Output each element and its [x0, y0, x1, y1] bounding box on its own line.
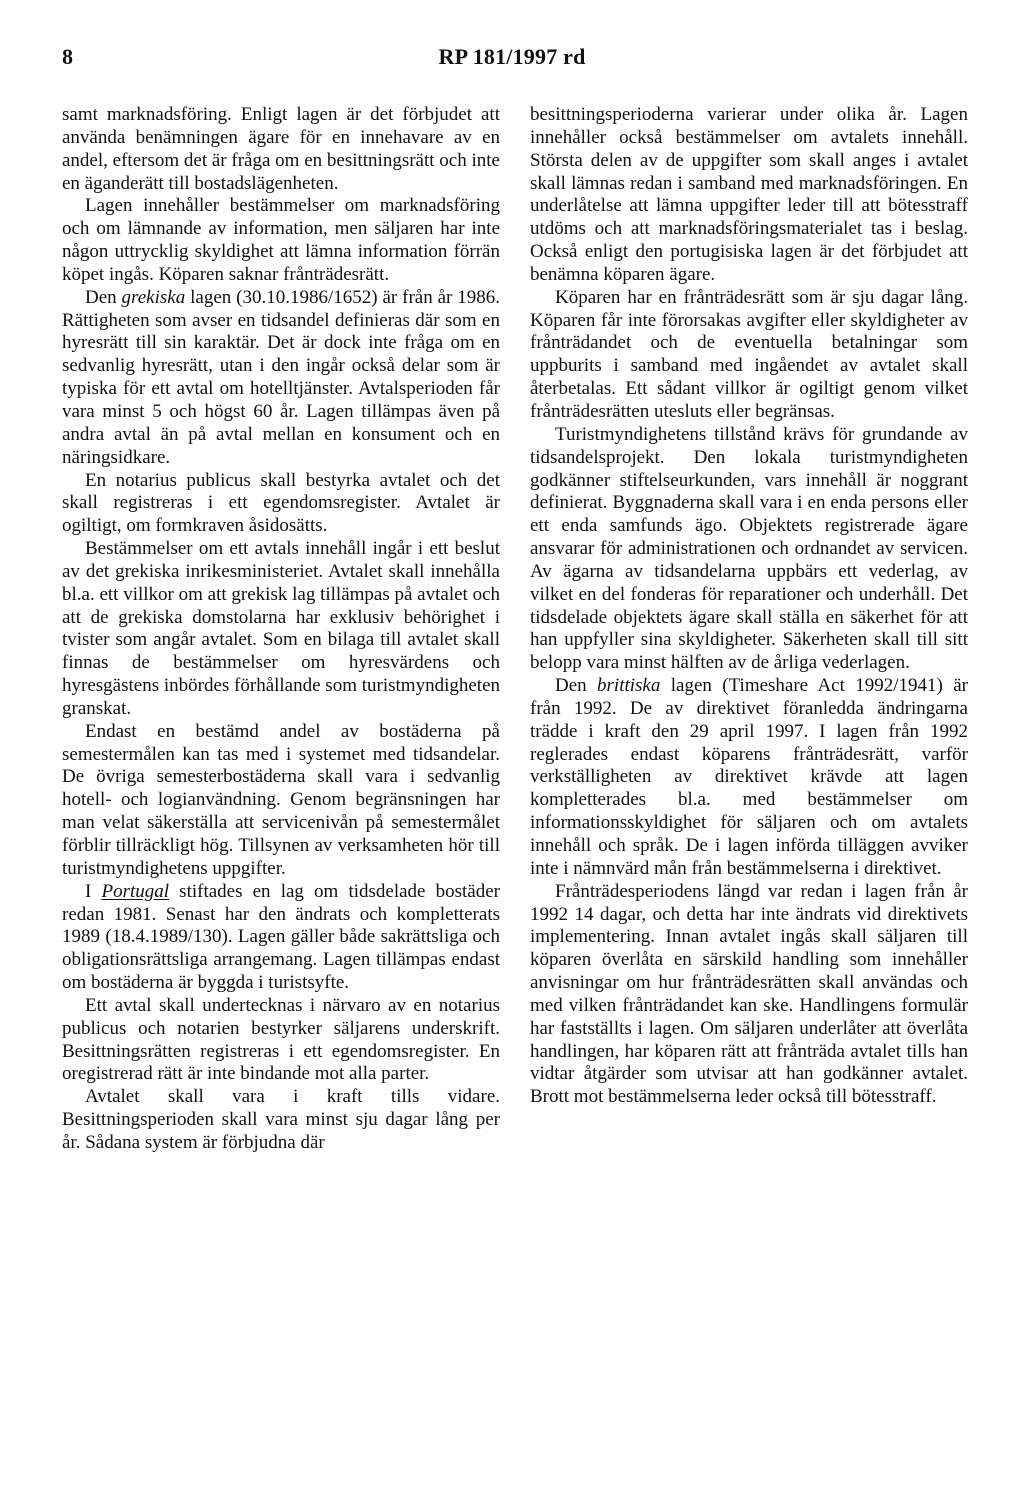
right-paragraph-3: Turistmyndighetens tillstånd krävs för grundande av tidsandelsprojekt. Den lokala turistmyndigheten godkänner stiftelseurkunden, vars innehåll är noggrant definierat. Byggnaderna skall vara i en enda persons eller ett enda samfunds ägo. Objektets registrerade ägare ansvarar för administrationen och ordnandet av servicen. Av ägarna av tidsandelarna uppbärs ett vederlag, av vilket en del fonderas för reparationer och underhåll. Det tidsdelade objektets ägare skall ställa en säkerhet för att han uppfyller sina skyldigheter. Säkerheten skall till sitt belopp vara minst hälften av de årliga vederlagen.	[530, 423, 968, 674]
right-paragraph-2: Köparen har en frånträdesrätt som är sju dagar lång. Köparen får inte förorsakas avgifter eller skyldigheter av frånträdandet och de eventuella betalningar som uppburits i samband med ingåendet av avtalet skall återbetalas. Ett sådant villkor är ogiltigt genom vilket frånträdesrätten utesluts eller begränsas.	[530, 286, 968, 422]
right-paragraph-1: besittningsperioderna varierar under olika år. Lagen innehåller också bestämmelser om avtalets innehåll. Största delen av de uppgifter som skall anges i avtalet skall lämnas redan i samband med marknadsföringen. En underlåtelse att lämna uppgifter leder till att bötesstraff utdöms och att marknadsföringsmaterialet tas i beslag. Också enligt den portugisiska lagen är det förbjudet att benämna köparen ägare.	[530, 104, 968, 285]
british-law-emphasis: brittiska	[597, 675, 661, 697]
page-number: 8	[62, 44, 73, 69]
left-paragraph-2: Lagen innehåller bestämmelser om marknadsföring och om lämnande av information, men säljaren har inte någon uttrycklig skyldighet att lämna information förrän köpet ingås. Köparen saknar frånträdesrätt.	[62, 195, 500, 285]
left-paragraph-5: Bestämmelser om ett avtals innehåll ingår i ett beslut av det grekiska inrikesministeriet. Avtalet skall innehålla bl.a. ett villkor om att grekisk lag tillämpas på avtalet och att de grekiska domstolarna har exklusiv behörighet i tvister som angår avtalet. Som en bilaga till avtalet skall finnas de bestämmelser om hyresvärdens och hyresgästens inbördes förhållande som turistmyndigheten granskat.	[62, 538, 500, 719]
left-paragraph-9: Avtalet skall vara i kraft tills vidare. Besittningsperioden skall vara minst sju dagar lång per år. Sådana system är förbjudna där	[62, 1086, 500, 1153]
page-header	[62, 34, 962, 78]
left-paragraph-1: samt marknadsföring. Enligt lagen är det förbjudet att använda benämningen ägare för en innehavare av en andel, eftersom det är fråga om en besittningsrätt och inte en äganderätt till bostadslägenheten.	[62, 104, 500, 194]
right-paragraph-4	[530, 675, 968, 881]
left-paragraph-3	[62, 287, 500, 470]
right-paragraph-4-text: lagen (Timeshare Act 1992/1941) är från 1992. De av direktivet föranledda ändringarna trädde i kraft den 29 april 1997. I lagen från 1992 reglerades endast köparens frånträdesrätt, varför verkställigheten av direktivet krävde att lagen kompletterades bl.a. med bestämmelser om informationsskyldighet för säljaren och om avtalets innehåll och språk. De i lagen införda tilläggen avviker inte i nämnvärd mån från bestämmelserna i direktivet.	[530, 675, 968, 879]
left-text-column	[62, 104, 500, 1155]
left-paragraph-7	[62, 881, 500, 995]
running-title: RP 181/1997 rd	[438, 44, 586, 69]
left-paragraph-8: Ett avtal skall undertecknas i närvaro av en notarius publicus och notarien bestyrker säljarens underskrift. Besittningsrätten registreras i ett egendomsregister. En oregistrerad rätt är inte bindande mot alla parter.	[62, 994, 500, 1085]
greek-law-emphasis: grekiska	[121, 286, 186, 308]
right-paragraph-4-prefix: Den	[555, 675, 598, 697]
left-paragraph-7-prefix: I	[85, 880, 102, 902]
left-paragraph-4: En notarius publicus skall bestyrka avtalet och det skall registreras i ett egendomsregister. Avtalet är ogiltigt, om formkraven åsidosätts.	[62, 469, 500, 537]
left-paragraph-3-prefix: Den	[85, 286, 122, 308]
right-text-column	[530, 104, 968, 1109]
portugal-emphasis: Portugal	[101, 880, 170, 902]
right-paragraph-5: Frånträdesperiodens längd var redan i lagen från år 1992 14 dagar, och detta har inte ändrats vid direktivets implementering. Innan avtalet ingås skall säljaren till köparen överlåta en särskild handling som innehåller anvisningar om hur frånträdesrätten skall användas och med vilken frånträdandet kan ske. Handlingens formulär har fastställts i lagen. Om säljaren underlåter att överlåta handlingen, har köparen rätt att frånträda avtalet tills han vidtar åtgärder som utvisar att han godkänner avtalet. Brott mot bestämmelserna leder också till bötesstraff.	[530, 880, 968, 1108]
left-paragraph-7-text: stiftades en lag om tidsdelade bostäder redan 1981. Senast har den ändrats och kompletterats 1989 (18.4.1989/130). Lagen gäller både sakrättsliga och obligationsrättsliga arrangemang. Lagen tillämpas endast om bostäderna är byggda i turistsyfte.	[62, 880, 500, 994]
left-paragraph-3-text: lagen (30.10.1986/1652) är från år 1986. Rättigheten som avser en tidsandel definieras där som en hyresrätt till sin karaktär. Det är dock inte fråga om en sedvanlig hyresrätt, utan i den ingår också delar som är typiska för ett avtal om hotelltjänster. Avtalsperioden får vara minst 5 och högst 60 år. Lagen tillämpas även på andra avtal än på avtal mellan en konsument och en näringsidkare.	[62, 286, 500, 468]
left-paragraph-6: Endast en bestämd andel av bostäderna på semestermålen kan tas med i systemet med tidsandelar. De övriga semesterbostäderna skall vara i sedvanlig hotell- och logianvändning. Genom begränsningen har man velat säkerställa att servicenivån på semestermålet förblir tillräckligt hög. Tillsynen av verksamheten hör till turistmyndighetens uppgifter.	[62, 720, 500, 879]
